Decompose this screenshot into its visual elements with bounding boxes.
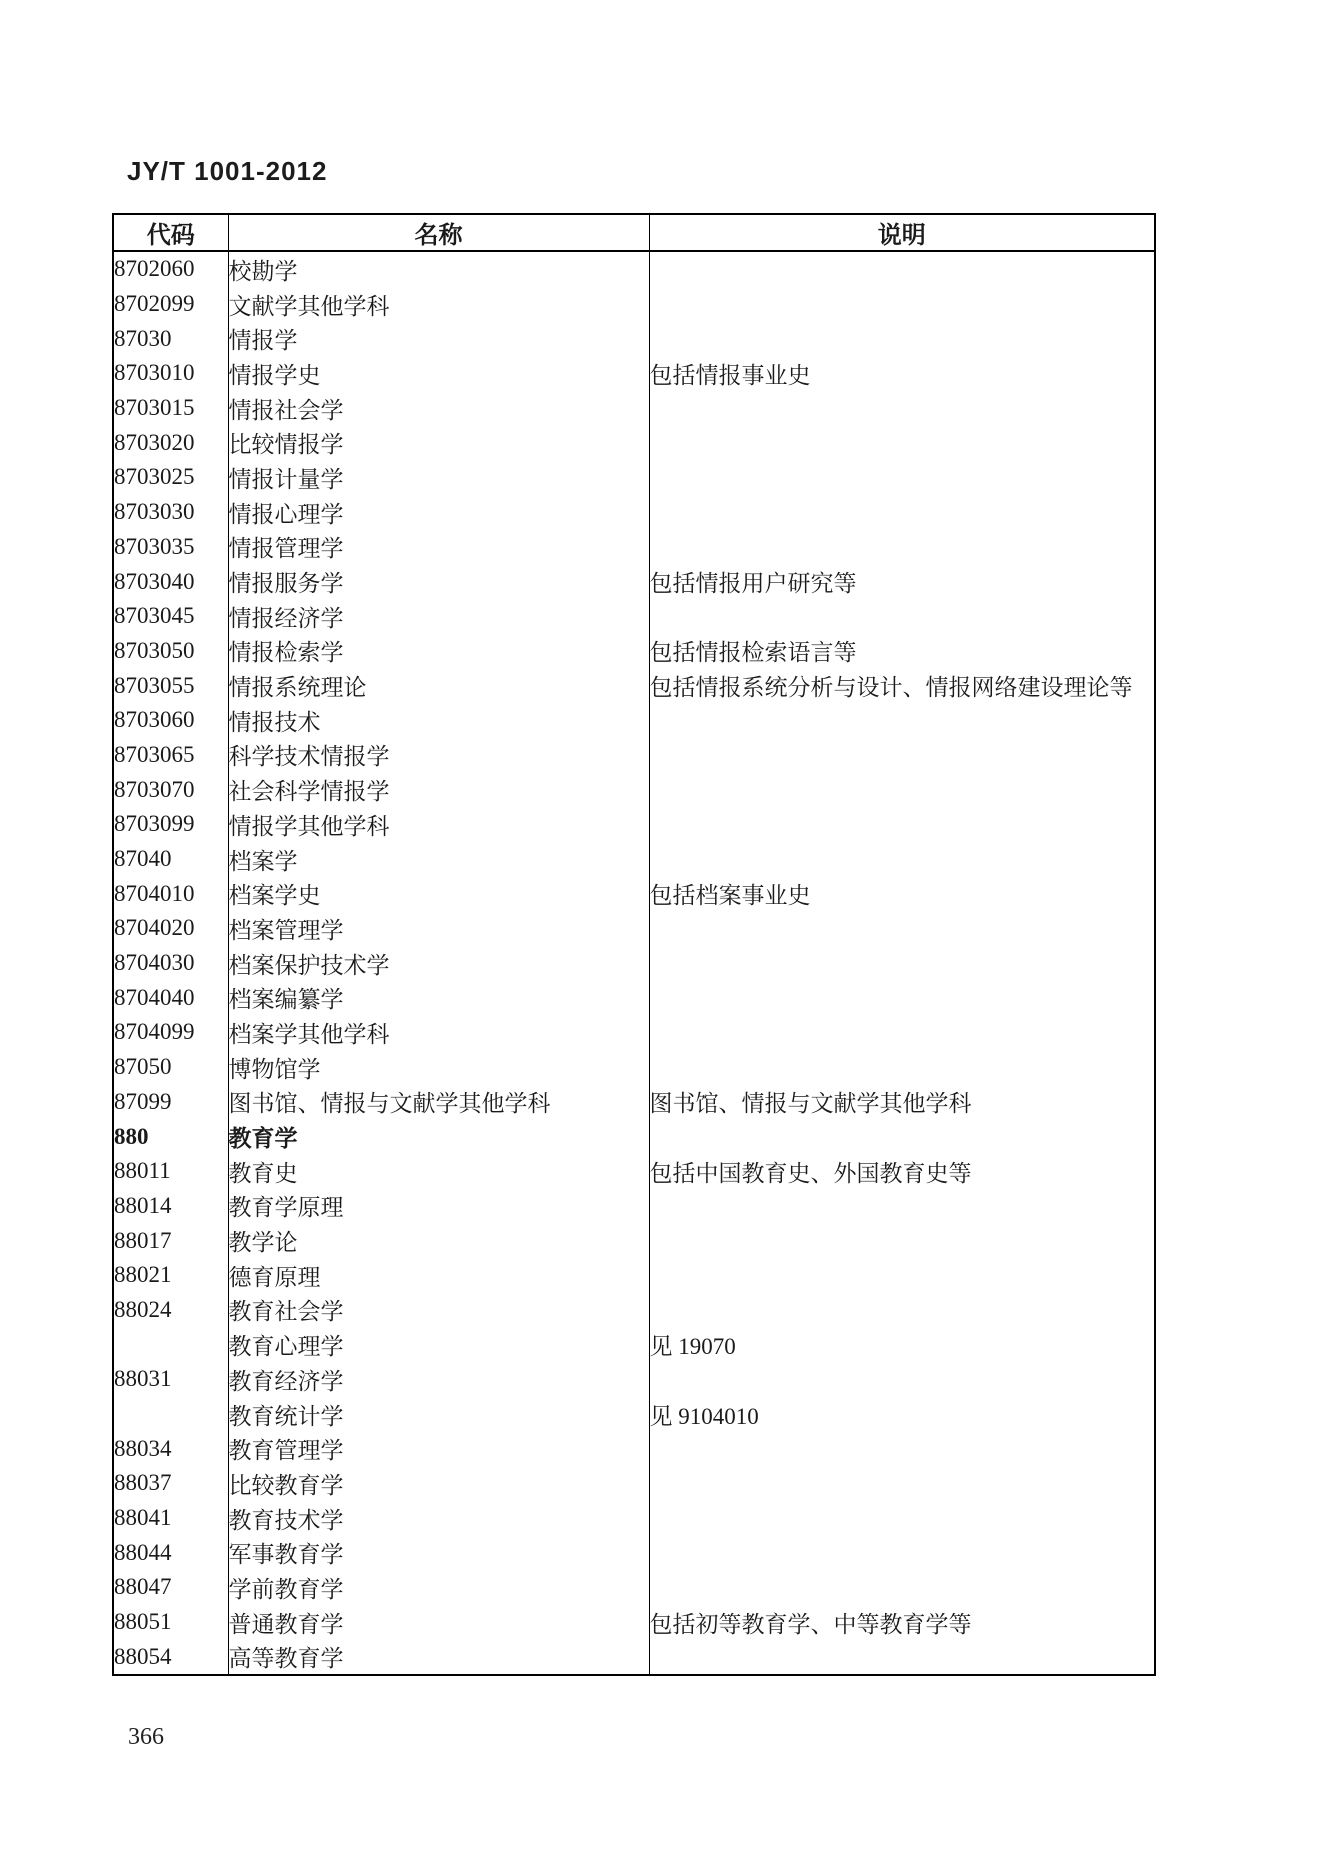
table-row [113, 807, 1155, 842]
cell-desc: 包括情报事业史 [649, 356, 1155, 391]
cell-name: 情报经济学 [228, 599, 649, 634]
cell-code: 8703035 [114, 533, 195, 559]
table-row [113, 425, 1155, 460]
cell-desc [649, 842, 1155, 877]
cell-name: 情报服务学 [228, 564, 649, 599]
cell-name: 教育学原理 [228, 1189, 649, 1224]
cell-name: 情报社会学 [228, 391, 649, 426]
table-row [113, 1570, 1155, 1605]
cell-desc: 包括初等教育学、中等教育学等 [649, 1605, 1155, 1640]
cell-desc [649, 772, 1155, 807]
cell-name: 普通教育学 [228, 1605, 649, 1640]
table-row [113, 1293, 1155, 1328]
table-row [113, 356, 1155, 391]
table-row [113, 1535, 1155, 1570]
cell-name: 情报计量学 [228, 460, 649, 495]
table-row [113, 1362, 1155, 1397]
cell-name: 高等教育学 [228, 1640, 649, 1676]
page-number: 366 [128, 1724, 164, 1750]
table-row [113, 460, 1155, 495]
table-row [113, 911, 1155, 946]
table-row [113, 1327, 1155, 1362]
cell-code [113, 1397, 228, 1432]
table-row [113, 1189, 1155, 1224]
cell-code: 880 [114, 1123, 149, 1149]
cell-code: 88031 [114, 1366, 172, 1392]
cell-name: 教育经济学 [228, 1362, 649, 1397]
table-row [113, 251, 1155, 287]
table-row [113, 530, 1155, 565]
cell-name: 教育技术学 [228, 1501, 649, 1536]
table-row [113, 1050, 1155, 1085]
cell-name: 情报心理学 [228, 495, 649, 530]
cell-code: 8703065 [114, 741, 195, 767]
table-row [113, 1605, 1155, 1640]
cell-desc [649, 599, 1155, 634]
cell-desc [649, 1223, 1155, 1258]
table-row [113, 1640, 1155, 1676]
column-header-code: 代码 [113, 214, 228, 251]
column-header-description: 说明 [649, 214, 1155, 251]
cell-code: 8704099 [114, 1019, 195, 1045]
cell-desc [649, 391, 1155, 426]
cell-code: 88024 [114, 1296, 172, 1322]
cell-code: 8703055 [114, 672, 195, 698]
cell-name: 校勘学 [228, 251, 649, 287]
cell-code: 8703030 [114, 499, 195, 525]
table-row [113, 1223, 1155, 1258]
cell-code: 88017 [114, 1227, 172, 1253]
cell-desc [649, 946, 1155, 981]
table-row [113, 391, 1155, 426]
cell-name: 比较教育学 [228, 1466, 649, 1501]
table-row [113, 495, 1155, 530]
table-row [113, 634, 1155, 669]
table-row [113, 842, 1155, 877]
cell-code: 8704010 [114, 880, 195, 906]
cell-desc [649, 251, 1155, 287]
cell-desc [649, 1189, 1155, 1224]
cell-code: 8703050 [114, 637, 195, 663]
cell-desc [649, 1466, 1155, 1501]
cell-code: 8704030 [114, 950, 195, 976]
table-row [113, 287, 1155, 322]
cell-code: 8704040 [114, 984, 195, 1010]
table-header-row [113, 214, 1155, 251]
cell-name: 教育管理学 [228, 1431, 649, 1466]
cell-code: 8703045 [114, 603, 195, 629]
cell-name: 社会科学情报学 [228, 772, 649, 807]
cell-name: 学前教育学 [228, 1570, 649, 1605]
cell-code [113, 1327, 228, 1362]
cell-code: 88037 [114, 1470, 172, 1496]
cell-name: 教育心理学 [228, 1327, 649, 1362]
document-title: JY/T 1001-2012 [127, 156, 328, 186]
cell-name: 情报系统理论 [228, 668, 649, 703]
cell-code: 8703040 [114, 568, 195, 594]
cell-desc [649, 738, 1155, 773]
table-row [113, 1501, 1155, 1536]
cell-code: 88014 [114, 1192, 172, 1218]
cell-desc: 包括情报系统分析与设计、情报网络建设理论等 [649, 668, 1155, 703]
cell-code: 88011 [114, 1158, 171, 1184]
cell-desc [649, 460, 1155, 495]
cell-desc [649, 425, 1155, 460]
cell-code: 88047 [114, 1574, 172, 1600]
cell-name: 教育社会学 [228, 1293, 649, 1328]
cell-code: 8702060 [114, 256, 195, 282]
table-row [113, 980, 1155, 1015]
cell-code: 8703060 [114, 707, 195, 733]
cell-name: 档案管理学 [228, 911, 649, 946]
table-row [113, 738, 1155, 773]
cell-desc [649, 703, 1155, 738]
table-row [113, 599, 1155, 634]
table-body [113, 251, 1155, 1675]
classification-table [112, 213, 1156, 1676]
cell-code: 87030 [114, 325, 172, 351]
cell-desc: 包括档案事业史 [649, 876, 1155, 911]
cell-name: 档案编纂学 [228, 980, 649, 1015]
cell-code: 88041 [114, 1505, 172, 1531]
cell-code: 8703010 [114, 360, 195, 386]
cell-desc [649, 1501, 1155, 1536]
cell-name: 情报技术 [228, 703, 649, 738]
cell-desc: 包括情报用户研究等 [649, 564, 1155, 599]
cell-desc [649, 911, 1155, 946]
cell-name: 教学论 [228, 1223, 649, 1258]
cell-name: 科学技术情报学 [228, 738, 649, 773]
table-header [113, 214, 1155, 251]
cell-code: 8702099 [114, 291, 195, 317]
table-row [113, 668, 1155, 703]
cell-name: 档案学 [228, 842, 649, 877]
cell-name: 档案学其他学科 [228, 1015, 649, 1050]
cell-name: 教育学 [228, 1119, 649, 1154]
cell-desc [649, 495, 1155, 530]
cell-code: 8704020 [114, 915, 195, 941]
cell-code: 88054 [114, 1643, 172, 1669]
cell-desc [649, 1258, 1155, 1293]
cell-desc [649, 321, 1155, 356]
cell-name: 比较情报学 [228, 425, 649, 460]
cell-name: 情报管理学 [228, 530, 649, 565]
cell-name: 图书馆、情报与文献学其他学科 [228, 1085, 649, 1120]
cell-code: 88051 [114, 1609, 172, 1635]
table-row [113, 703, 1155, 738]
cell-desc [649, 287, 1155, 322]
cell-desc: 图书馆、情报与文献学其他学科 [649, 1085, 1155, 1120]
table-row [113, 1015, 1155, 1050]
table-row [113, 1119, 1155, 1154]
cell-name: 情报学其他学科 [228, 807, 649, 842]
cell-code: 8703099 [114, 811, 195, 837]
cell-code: 8703020 [114, 429, 195, 455]
cell-desc: 包括中国教育史、外国教育史等 [649, 1154, 1155, 1189]
table-row [113, 1258, 1155, 1293]
cell-desc [649, 530, 1155, 565]
cell-name: 教育统计学 [228, 1397, 649, 1432]
cell-desc [649, 1293, 1155, 1328]
cell-code: 8703070 [114, 776, 195, 802]
column-header-name: 名称 [228, 214, 649, 251]
cell-name: 档案保护技术学 [228, 946, 649, 981]
cell-code: 88034 [114, 1435, 172, 1461]
table-row [113, 564, 1155, 599]
cell-desc [649, 1050, 1155, 1085]
cell-desc [649, 1119, 1155, 1154]
cell-desc [649, 1431, 1155, 1466]
table-row [113, 1085, 1155, 1120]
cell-code: 87040 [114, 846, 172, 872]
table-row [113, 1154, 1155, 1189]
cell-desc: 见 19070 [649, 1327, 1155, 1362]
cell-name: 情报学史 [228, 356, 649, 391]
cell-code: 88021 [114, 1262, 172, 1288]
cell-code: 8703025 [114, 464, 195, 490]
cell-name: 文献学其他学科 [228, 287, 649, 322]
table-row [113, 772, 1155, 807]
cell-desc [649, 1015, 1155, 1050]
cell-desc [649, 980, 1155, 1015]
cell-name: 教育史 [228, 1154, 649, 1189]
cell-code: 87050 [114, 1054, 172, 1080]
cell-name: 档案学史 [228, 876, 649, 911]
table-row [113, 321, 1155, 356]
cell-desc [649, 1362, 1155, 1397]
cell-name: 博物馆学 [228, 1050, 649, 1085]
table-row [113, 876, 1155, 911]
cell-desc [649, 1570, 1155, 1605]
table-row [113, 946, 1155, 981]
cell-code: 87099 [114, 1088, 172, 1114]
table-row [113, 1466, 1155, 1501]
cell-name: 德育原理 [228, 1258, 649, 1293]
cell-desc: 包括情报检索语言等 [649, 634, 1155, 669]
cell-name: 情报检索学 [228, 634, 649, 669]
cell-name: 军事教育学 [228, 1535, 649, 1570]
cell-code: 8703015 [114, 395, 195, 421]
cell-desc [649, 807, 1155, 842]
cell-desc [649, 1535, 1155, 1570]
cell-desc [649, 1640, 1155, 1676]
table-row [113, 1397, 1155, 1432]
cell-name: 情报学 [228, 321, 649, 356]
cell-code: 88044 [114, 1539, 172, 1565]
table-row [113, 1431, 1155, 1466]
cell-desc: 见 9104010 [649, 1397, 1155, 1432]
